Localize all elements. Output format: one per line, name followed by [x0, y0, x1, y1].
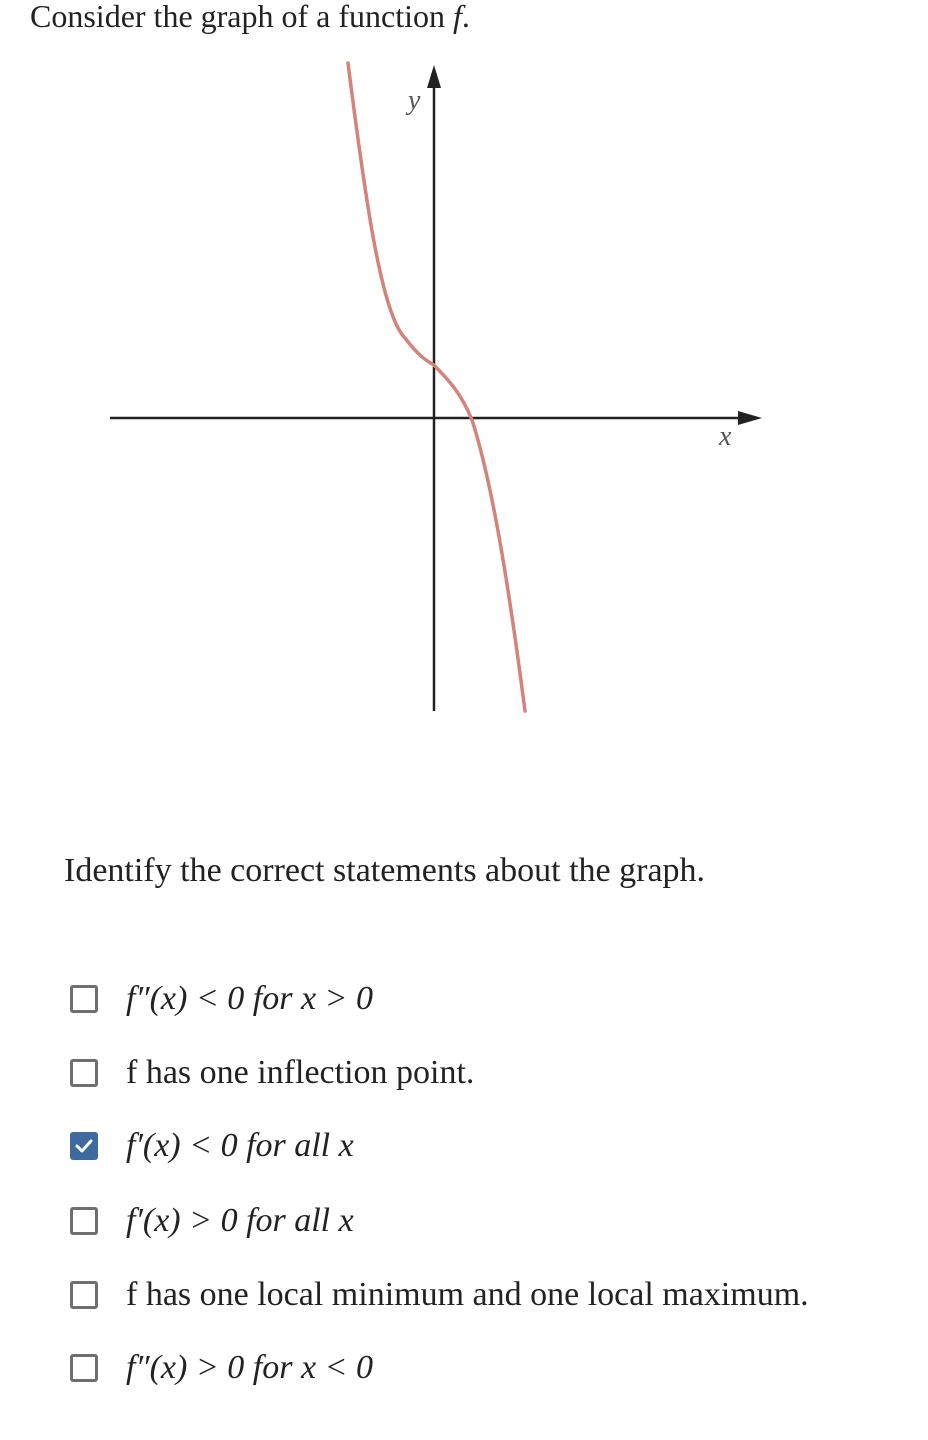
checkbox-4[interactable] — [70, 1207, 98, 1235]
function-graph — [100, 55, 780, 725]
option-5[interactable] — [70, 1270, 809, 1320]
prompt-function-name: f — [453, 0, 462, 34]
x-axis-arrow — [738, 411, 762, 425]
option-6-label: f″(x) > 0 for x < 0 — [126, 1349, 373, 1386]
checkbox-5[interactable] — [70, 1281, 98, 1309]
prompt-end: . — [461, 0, 470, 34]
option-2-label: f has one inflection point. — [126, 1054, 475, 1091]
prompt-lead: Consider the graph of a function — [30, 0, 445, 34]
y-axis-arrow — [427, 65, 441, 88]
checkmark-icon — [74, 1136, 94, 1156]
prompt-text — [30, 0, 470, 38]
checkbox-1[interactable] — [70, 985, 98, 1013]
checkbox-2[interactable] — [70, 1059, 98, 1087]
function-curve — [348, 63, 525, 711]
option-2[interactable] — [70, 1048, 474, 1098]
x-axis-label: x — [719, 421, 732, 452]
checkbox-6[interactable] — [70, 1354, 98, 1382]
option-3-label: f′(x) < 0 for all x — [126, 1127, 354, 1164]
option-4-label: f′(x) > 0 for all x — [126, 1202, 354, 1239]
option-4[interactable] — [70, 1196, 354, 1246]
option-6[interactable] — [70, 1343, 373, 1393]
option-1-label: f″(x) < 0 for x > 0 — [126, 980, 373, 1017]
y-axis-label: y — [408, 85, 421, 116]
option-1[interactable] — [70, 974, 373, 1024]
option-3[interactable] — [70, 1121, 354, 1171]
question-text: Identify the correct statements about the graph. — [64, 852, 706, 889]
checkbox-3[interactable] — [70, 1132, 98, 1160]
option-5-label: f has one local minimum and one local maximum. — [126, 1276, 809, 1313]
